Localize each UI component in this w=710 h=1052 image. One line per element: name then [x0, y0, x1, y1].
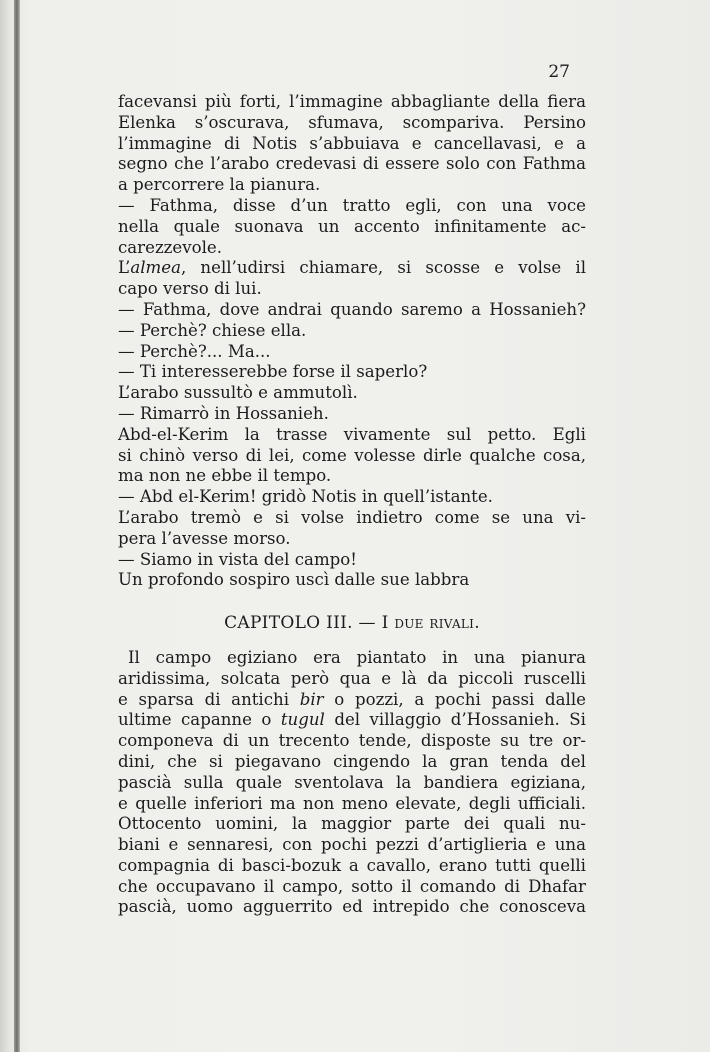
italic-word: bir — [299, 689, 324, 709]
text-line: componeva di un trecento tende, disposte su tre or- — [118, 731, 586, 751]
text-line: pascià, uomo agguerrito ed intrepido che conosceva — [118, 897, 586, 917]
text-line: — Fathma, dove andrai quando saremo a Hossanieh? — [118, 299, 586, 319]
text-line: Ottocento uomini, la maggior parte dei quali nu- — [118, 814, 586, 834]
chapter-heading — [118, 613, 586, 634]
text-line: aridissima, solcata però qua e là da piccoli ruscelli — [118, 668, 586, 688]
text-line: L’arabo sussultò e ammutolì. — [118, 383, 358, 403]
chapter-title: I due rivali. — [381, 613, 480, 634]
italic-word: almea — [130, 258, 181, 278]
text-line: pascià sulla quale sventolava la bandiera egiziana, — [118, 772, 586, 792]
text-line: L’arabo tremò e si volse indietro come se una vi- — [118, 507, 586, 527]
text-line: — Siamo in vista del campo! — [118, 549, 357, 569]
text-line: — Rimarrò in Hossanieh. — [118, 403, 329, 423]
text-line: nella quale suonava un accento infinitamente ac- — [118, 216, 586, 236]
text-fragment: del villaggio d’Hossanieh. Si — [324, 710, 586, 730]
text-line — [118, 710, 586, 731]
text-line: che occupavano il campo, sotto il comando di Dhafar — [118, 876, 586, 896]
book-spine-shadow — [14, 0, 20, 1052]
text-line: — Ti interesserebbe forse il saperlo? — [118, 362, 428, 382]
text-line: biani e sennaresi, con pochi pezzi d’artiglieria e una — [118, 835, 586, 855]
text-line: Elenka s’oscurava, sfumava, scompariva. Persino — [118, 112, 586, 132]
text-line: si chinò verso di lei, come volesse dirle qualche cosa, — [118, 445, 586, 465]
text-line: — Perchè?... Ma... — [118, 341, 271, 361]
text-line — [118, 690, 586, 711]
text-fragment: o pozzi, a pochi passi dalle — [323, 689, 586, 709]
text-line: — Fathma, disse d’un tratto egli, con una voce — [118, 195, 586, 215]
text-fragment: , nell’udirsi chiamare, si scosse e volse il — [180, 258, 586, 278]
text-line: a percorrere la pianura. — [118, 175, 321, 195]
chapter-number: CAPITOLO III. — — [224, 613, 376, 634]
text-line: — Abd el-Kerim! gridò Notis in quell’istante. — [118, 487, 493, 507]
text-line: Abd-el-Kerim la trasse vivamente sul petto. Egli — [118, 424, 586, 444]
text-line: dini, che si piegavano cingendo la gran tenda del — [118, 751, 586, 771]
italic-word: tugul — [280, 710, 325, 730]
text-line: facevansi più forti, l’immagine abbagliante della fiera — [118, 92, 586, 111]
text-fragment: ultime capanne o — [118, 710, 281, 730]
text-fragment: L’ — [118, 258, 131, 278]
text-fragment: e sparsa di antichi — [118, 689, 300, 709]
text-line: compagnia di basci-bozuk a cavallo, erano tutti quelli — [118, 855, 586, 875]
text-line: e quelle inferiori ma non meno elevate, degli ufficiali. — [118, 793, 586, 813]
page-text-block — [118, 92, 586, 918]
text-line: capo verso di lui. — [118, 279, 262, 299]
text-line — [118, 258, 586, 279]
text-line: — Perchè? chiese ella. — [118, 320, 307, 340]
text-line: carezzevole. — [118, 237, 223, 257]
text-line: Il campo egiziano era piantato in una pianura — [128, 647, 586, 667]
text-line: pera l’avesse morso. — [118, 528, 291, 548]
text-line: segno che l’arabo credevasi di essere solo con Fathma — [118, 154, 586, 174]
text-line: Un profondo sospiro uscì dalle sue labbra — [118, 570, 470, 590]
page-number: 27 — [548, 62, 570, 82]
text-line: ma non ne ebbe il tempo. — [118, 466, 332, 486]
text-line: l’immagine di Notis s’abbuiava e cancellavasi, e a — [118, 133, 586, 153]
